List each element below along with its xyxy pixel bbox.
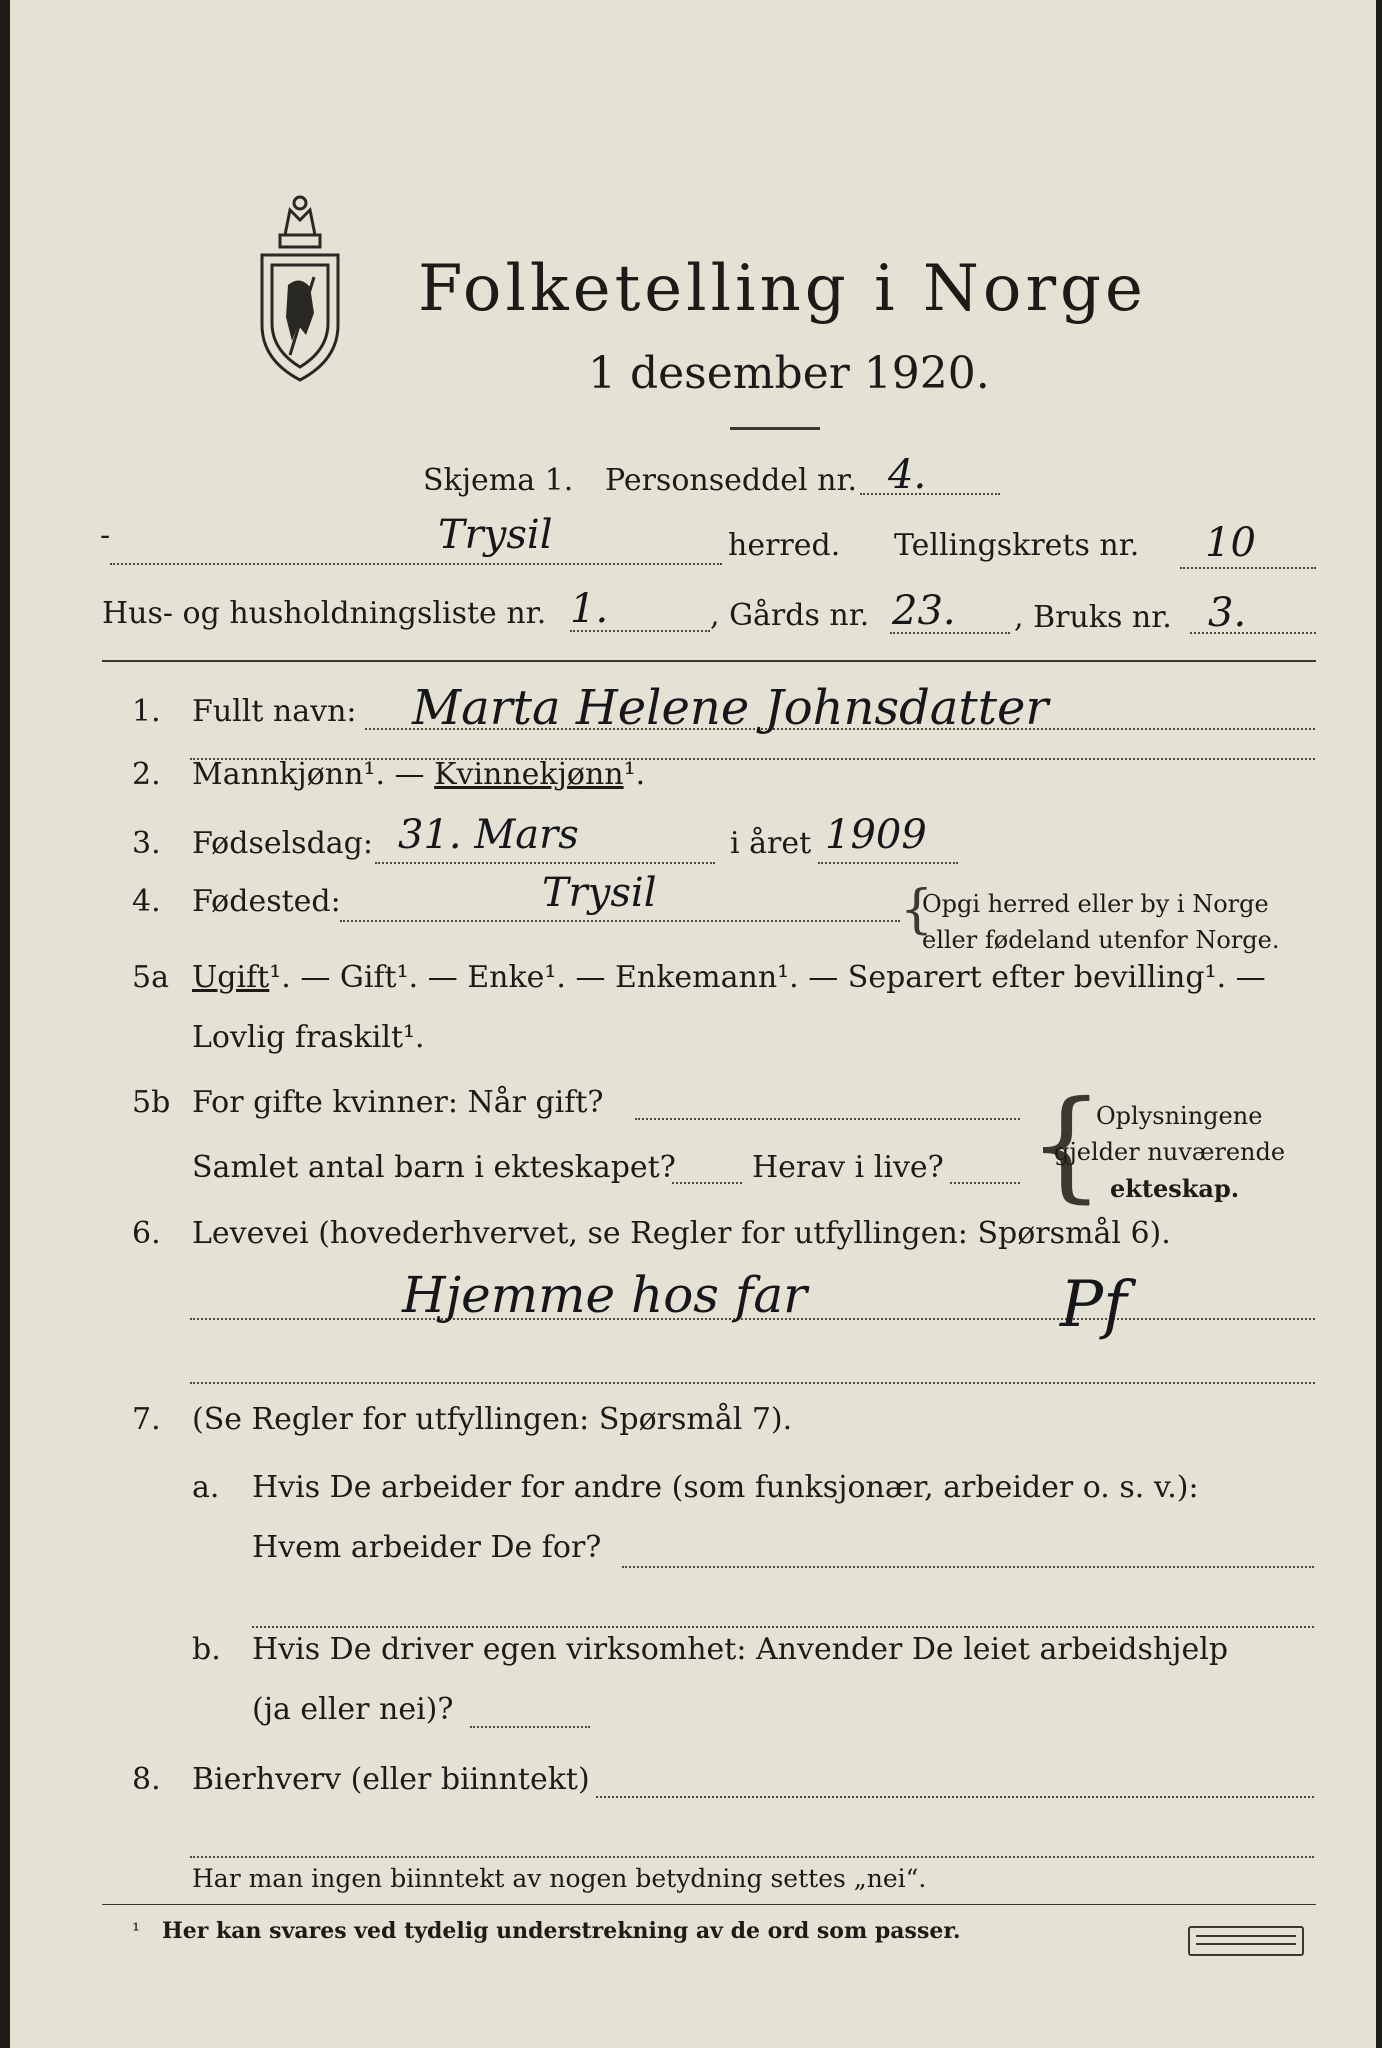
q5b-line-2a: Samlet antal barn i ekteskapet?	[192, 1150, 676, 1185]
ugift-underlined: Ugift	[192, 960, 270, 995]
bruks-value: 3.	[1208, 590, 1247, 636]
q6-line-2	[190, 1382, 1315, 1384]
coat-of-arms-icon	[250, 185, 350, 385]
q3-year-line	[818, 862, 958, 864]
q7-number: 7.	[132, 1402, 161, 1437]
q3-day-line	[375, 862, 715, 864]
footnote-text: Her kan svares ved tydelig understrekning av de ord som passer.	[162, 1918, 961, 1944]
q5a-text: Ugift¹. — Gift¹. — Enke¹. — Enkemann¹. — Separert efter bevilling¹. —	[192, 960, 1266, 995]
q3-year-label: i året	[730, 826, 812, 861]
tellingskrets-value: 10	[1205, 520, 1256, 566]
q5b-alive-line	[950, 1182, 1020, 1184]
personseddel-label: Personseddel nr.	[605, 463, 858, 498]
q4-line	[340, 920, 900, 922]
q5b-note-1: Oplysningene	[1096, 1102, 1263, 1130]
full-name-value: Marta Helene Johnsdatter	[412, 680, 1049, 736]
q4-brace: {	[900, 880, 934, 940]
q5b-line-1: For gifte kvinner: Når gift?	[192, 1085, 604, 1120]
personseddel-line	[860, 493, 1000, 495]
birth-day-value: 31. Mars	[398, 812, 579, 858]
q4-label: Fødested:	[192, 884, 341, 919]
header-separator	[102, 660, 1316, 662]
q6-number: 6.	[132, 1216, 161, 1251]
q7b-answer-line	[470, 1726, 590, 1728]
q1-number: 1.	[132, 694, 161, 729]
q4-note-1: Opgi herred eller by i Norge	[922, 890, 1269, 918]
q5b-note-2: gjelder nuværende	[1054, 1138, 1286, 1166]
census-form	[10, 0, 1376, 2048]
q1-label: Fullt navn:	[192, 694, 357, 729]
q5b-line-2b: Herav i live?	[752, 1150, 944, 1185]
q5b-number: 5b	[132, 1085, 171, 1120]
personseddel-value: 4.	[888, 452, 927, 498]
hus-label: Hus- og husholdningsliste nr.	[102, 596, 547, 631]
birthplace-value: Trysil	[542, 870, 657, 916]
title-divider	[730, 427, 820, 430]
q7-label: (Se Regler for utfyllingen: Spørsmål 7).	[192, 1402, 793, 1437]
q5a-number: 5a	[132, 960, 169, 995]
herred-line	[110, 563, 722, 565]
q6-label: Levevei (hovederhvervet, se Regler for utfyllingen: Spørsmål 6).	[192, 1216, 1171, 1251]
occupation-code-mark: Pf	[1060, 1268, 1127, 1342]
birth-year-value: 1909	[825, 812, 927, 858]
gards-label: , Gårds nr.	[710, 598, 870, 633]
q8-number: 8.	[132, 1762, 161, 1797]
q8-line-2	[190, 1856, 1314, 1858]
q5b-note-3: ekteskap.	[1110, 1174, 1240, 1203]
q7a-letter: a.	[192, 1470, 220, 1505]
q4-note-2: eller fødeland utenfor Norge.	[922, 926, 1280, 954]
q7b-line-1: Hvis De driver egen virksomhet: Anvender De leiet arbeidshjelp	[252, 1632, 1229, 1667]
form-title: Folketelling i Norge	[418, 252, 1147, 326]
gards-value: 23.	[892, 588, 956, 634]
q7a-line-1: Hvis De arbeider for andre (som funksjonær, arbeider o. s. v.):	[252, 1470, 1199, 1505]
occupation-value: Hjemme hos far	[402, 1266, 808, 1324]
q5b-married-line	[635, 1118, 1020, 1120]
q8-label: Bierhverv (eller biinntekt)	[192, 1762, 590, 1797]
q8-note: Har man ingen biinntekt av nogen betydning settes „nei“.	[192, 1864, 927, 1893]
q5b-brace: {	[1028, 1076, 1105, 1215]
footnote-separator	[102, 1904, 1316, 1905]
q4-number: 4.	[132, 884, 161, 919]
herred-label: herred.	[728, 528, 841, 563]
q3-label: Fødselsdag:	[192, 826, 373, 861]
kvinnekjonn-underlined: Kvinnekjønn	[434, 757, 624, 792]
q7a-answer-line	[622, 1566, 1314, 1568]
tellingskrets-line	[1180, 567, 1316, 569]
q7a-answer-line-2	[252, 1626, 1314, 1628]
q5b-children-line	[672, 1182, 742, 1184]
dash-mark: -	[100, 518, 111, 553]
printer-stamp-icon	[1188, 1926, 1304, 1956]
footnote-mark: ¹	[132, 1918, 141, 1942]
q7b-line-2: (ja eller nei)?	[252, 1692, 454, 1727]
census-date: 1 desember 1920.	[588, 348, 990, 399]
q5a-line-2: Lovlig fraskilt¹.	[192, 1020, 425, 1055]
tellingskrets-label: Tellingskrets nr.	[894, 528, 1140, 563]
q8-line-1	[596, 1796, 1314, 1798]
q7a-line-2: Hvem arbeider De for?	[252, 1530, 602, 1565]
herred-value: Trysil	[438, 512, 553, 558]
q2-text: Mannkjønn¹. — Kvinnekjønn¹.	[192, 757, 646, 792]
skjema-label: Skjema 1.	[423, 463, 574, 498]
bruks-label: , Bruks nr.	[1014, 600, 1172, 635]
q7b-letter: b.	[192, 1632, 221, 1667]
hus-value: 1.	[570, 586, 609, 632]
q2-number: 2.	[132, 757, 161, 792]
q3-number: 3.	[132, 826, 161, 861]
